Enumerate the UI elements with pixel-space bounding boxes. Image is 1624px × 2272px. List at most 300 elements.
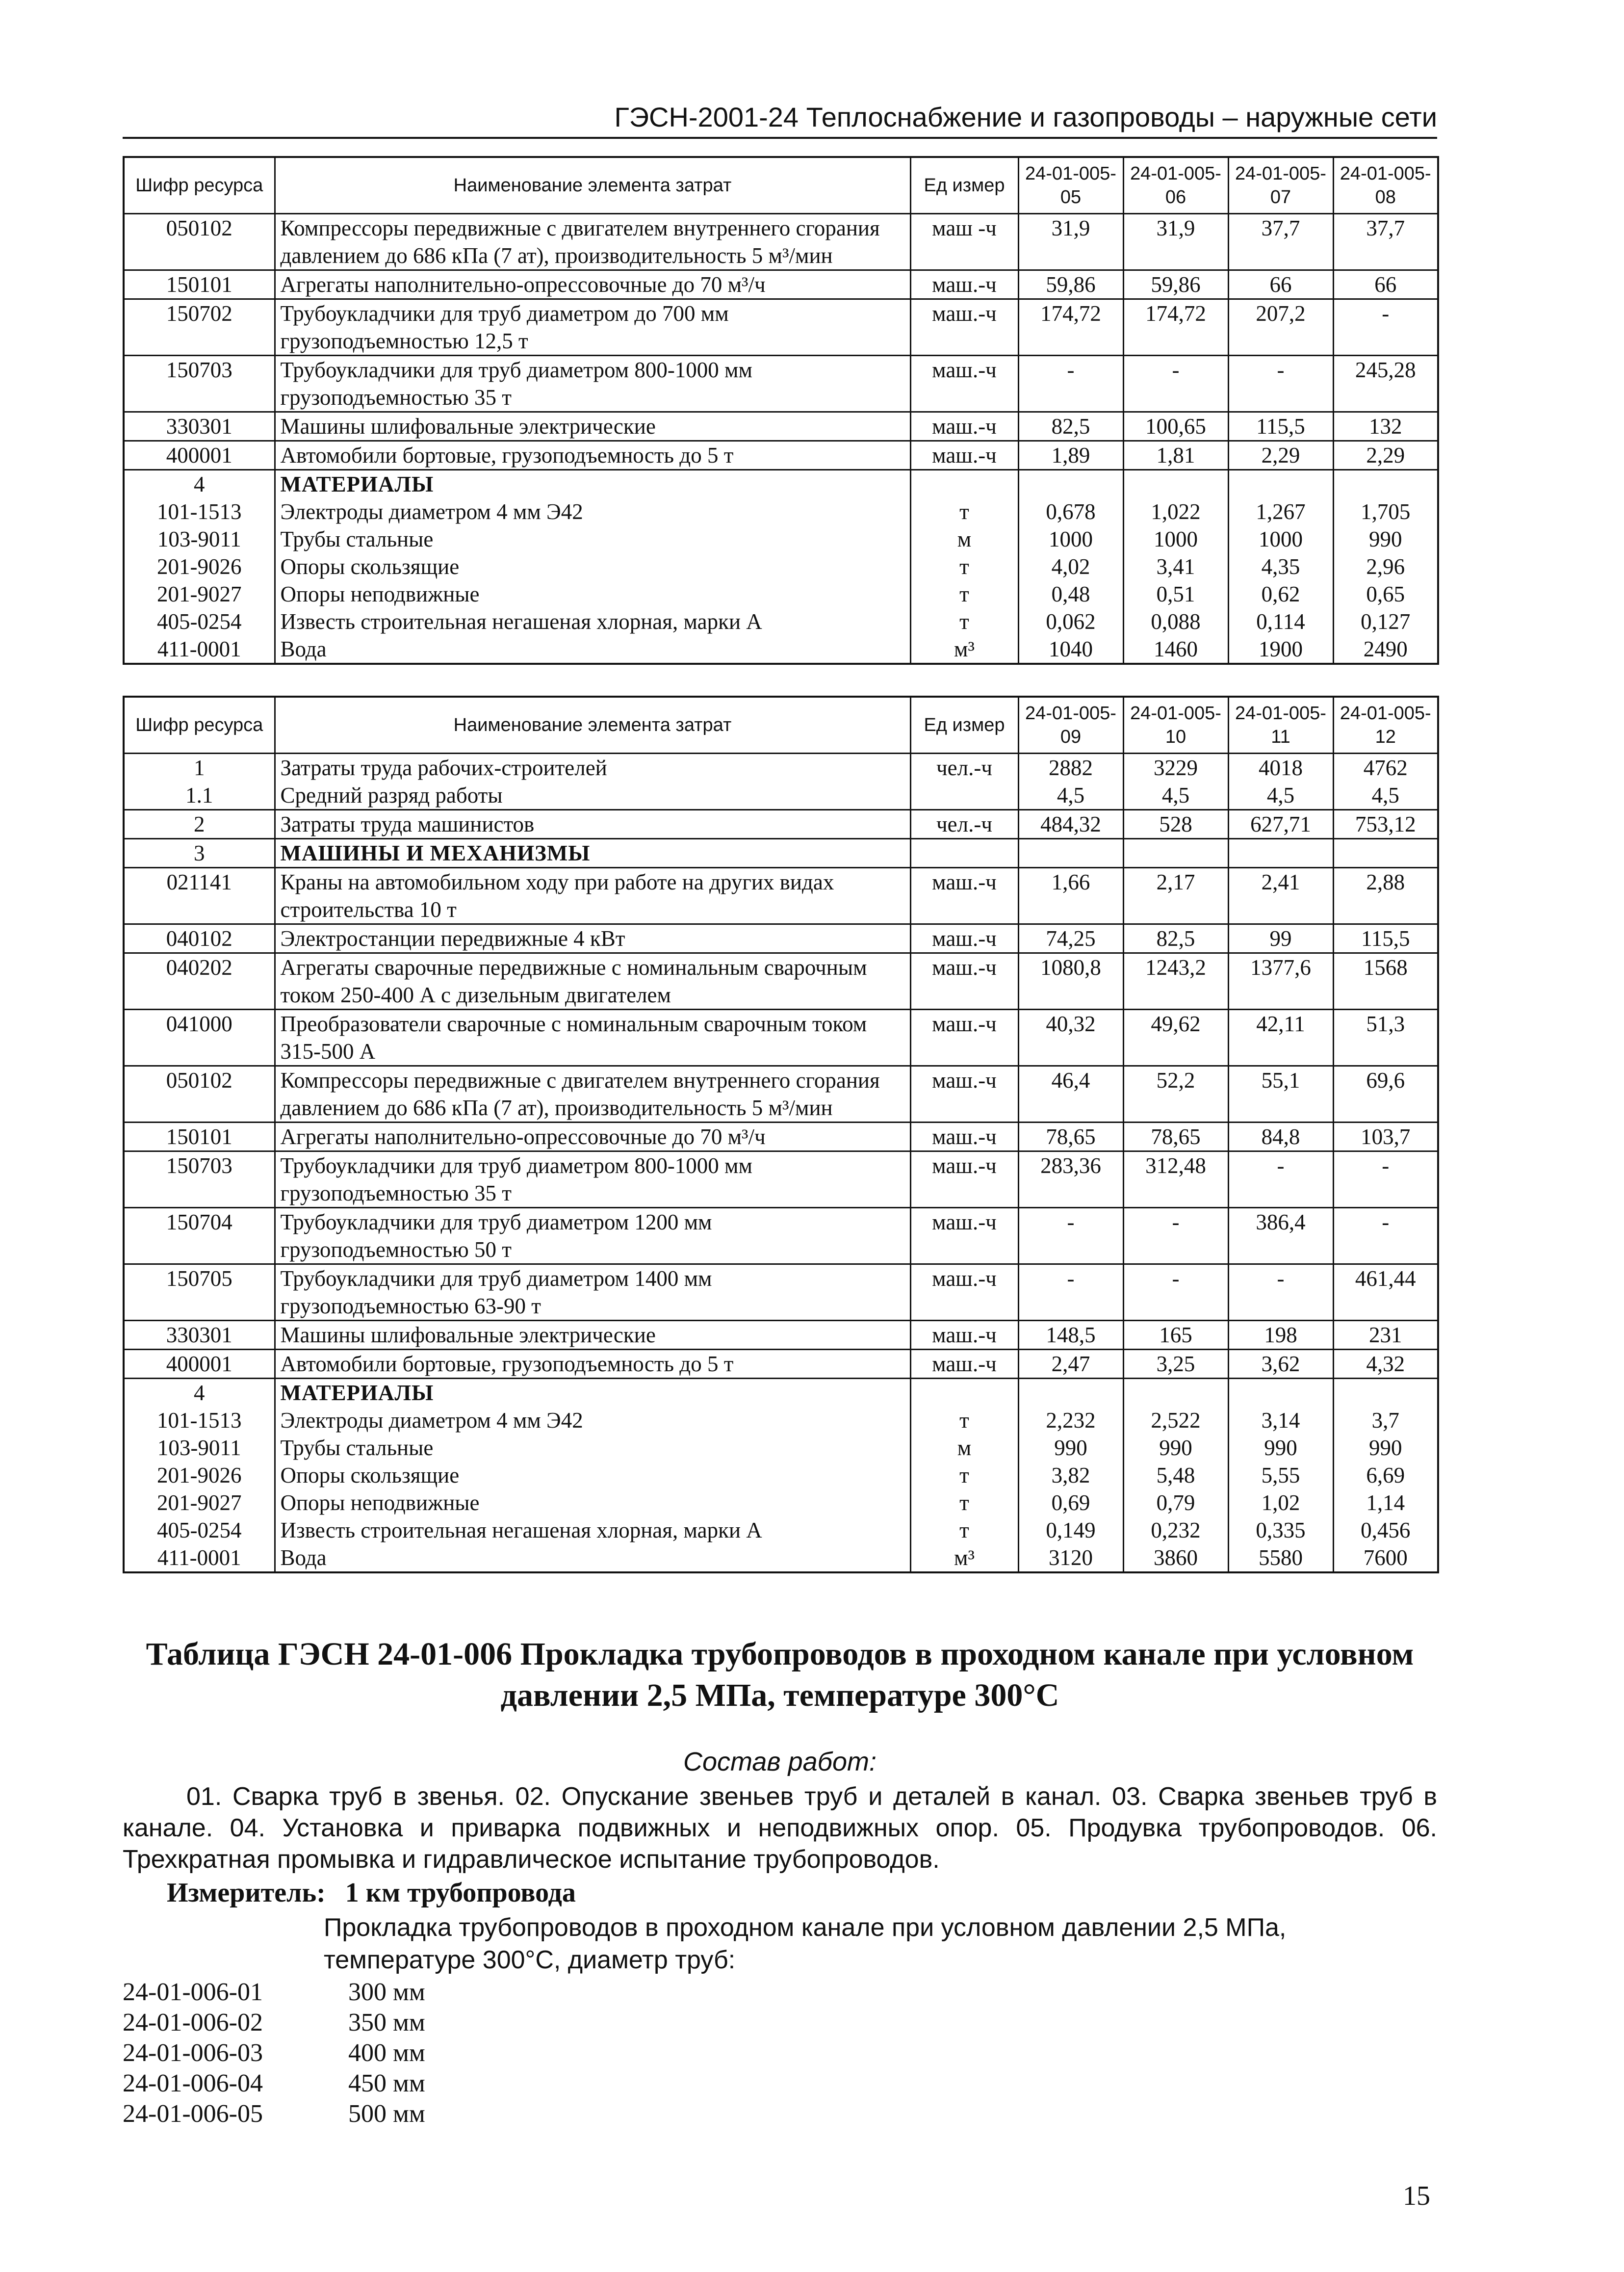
value: 78,65 [1018, 1123, 1123, 1151]
value: 37,7 [1333, 214, 1438, 270]
value: 2,47 [1018, 1350, 1123, 1379]
value [1123, 839, 1228, 868]
value: 231 [1333, 1321, 1438, 1350]
cost-element-name: Трубоукладчики для труб диаметром до 700 мм грузоподъемностью 12,5 т [275, 299, 910, 356]
cost-element-name: Затраты труда машинистов [275, 810, 910, 839]
unit: чел.-ч [910, 754, 1018, 782]
value: 82,5 [1018, 412, 1123, 441]
value [1333, 839, 1438, 868]
value: 5,55 [1228, 1462, 1333, 1489]
value: 1377,6 [1228, 953, 1333, 1010]
value: 3,14 [1228, 1407, 1333, 1434]
cost-element-name: Электростанции передвижные 4 кВт [275, 924, 910, 953]
page-number: 15 [1403, 2181, 1430, 2211]
column-header: Ед измер [910, 157, 1018, 214]
unit [910, 1379, 1018, 1407]
table-caption: Таблица ГЭСН 24-01-006 Прокладка трубопроводов в проходном канале при условном давлении 2,5 МПа, температуре 300°С [146, 1636, 1414, 1713]
item-code: 24-01-006-04 [123, 2069, 263, 2097]
table-row [124, 580, 1438, 608]
value: 753,12 [1333, 810, 1438, 839]
resource-code: 411-0001 [124, 1544, 275, 1572]
table-row [124, 1123, 1438, 1151]
value: 0,062 [1018, 608, 1123, 635]
table-row [124, 1010, 1438, 1066]
value: 115,5 [1228, 412, 1333, 441]
cost-element-name: Опоры неподвижные [275, 1489, 910, 1516]
value: 3120 [1018, 1544, 1123, 1572]
table-row [124, 270, 1438, 299]
value: 4,02 [1018, 553, 1123, 580]
cost-element-name: Вода [275, 635, 910, 664]
value: - [1333, 299, 1438, 356]
table-row [124, 782, 1438, 810]
value: 0,088 [1123, 608, 1228, 635]
cost-element-name: МАТЕРИАЛЫ [275, 470, 910, 498]
unit: т [910, 1489, 1018, 1516]
table-row [124, 754, 1438, 782]
item-codes-list [123, 1977, 425, 2129]
unit: т [910, 498, 1018, 525]
list-item [123, 2068, 425, 2099]
value: 100,65 [1123, 412, 1228, 441]
value: - [1123, 1264, 1228, 1321]
cost-element-name: МАШИНЫ И МЕХАНИЗМЫ [275, 839, 910, 868]
value: 990 [1228, 1434, 1333, 1462]
value: 55,1 [1228, 1066, 1333, 1123]
value: 1,81 [1123, 441, 1228, 470]
table-row [124, 470, 1438, 498]
value: 1,705 [1333, 498, 1438, 525]
value: 3,82 [1018, 1462, 1123, 1489]
unit: т [910, 580, 1018, 608]
value: 52,2 [1123, 1066, 1228, 1123]
value [1228, 1379, 1333, 1407]
unit: маш.-ч [910, 1066, 1018, 1123]
value: 31,9 [1018, 214, 1123, 270]
column-header: Шифр ресурса [124, 157, 275, 214]
list-item [123, 1977, 425, 2008]
item-diameter: 500 мм [348, 2100, 425, 2128]
table-row [124, 1462, 1438, 1489]
meter-value: 1 км трубопровода [345, 1878, 576, 1908]
value: 3,41 [1123, 553, 1228, 580]
value: 528 [1123, 810, 1228, 839]
value: 31,9 [1123, 214, 1228, 270]
table-row [124, 1489, 1438, 1516]
column-header: 24-01-005-08 [1333, 157, 1438, 214]
resource-code: 201-9026 [124, 1462, 275, 1489]
value: 312,48 [1123, 1151, 1228, 1208]
unit: маш.-ч [910, 924, 1018, 953]
value: 51,3 [1333, 1010, 1438, 1066]
value: 132 [1333, 412, 1438, 441]
unit: м [910, 1434, 1018, 1462]
value: 49,62 [1123, 1010, 1228, 1066]
unit: м [910, 525, 1018, 553]
value [1018, 1379, 1123, 1407]
value: 2,41 [1228, 868, 1333, 924]
value: 78,65 [1123, 1123, 1228, 1151]
cost-element-name: Краны на автомобильном ходу при работе на других видах строительства 10 т [275, 868, 910, 924]
value: 174,72 [1018, 299, 1123, 356]
value: 990 [1333, 525, 1438, 553]
unit: маш.-ч [910, 868, 1018, 924]
column-header: 24-01-005-06 [1123, 157, 1228, 214]
value: 115,5 [1333, 924, 1438, 953]
column-header: Ед измер [910, 697, 1018, 754]
cost-element-name: МАТЕРИАЛЫ [275, 1379, 910, 1407]
unit: т [910, 1407, 1018, 1434]
value: 0,127 [1333, 608, 1438, 635]
unit: м³ [910, 635, 1018, 664]
resource-code: 150704 [124, 1208, 275, 1264]
resource-code: 411-0001 [124, 635, 275, 664]
value: 4,5 [1228, 782, 1333, 810]
unit: маш.-ч [910, 953, 1018, 1010]
list-item [123, 2038, 425, 2068]
table-row [124, 1516, 1438, 1544]
value: 3,25 [1123, 1350, 1228, 1379]
value: 3,62 [1228, 1350, 1333, 1379]
resource-code: 150101 [124, 1123, 275, 1151]
column-header: 24-01-005-05 [1018, 157, 1123, 214]
unit: маш.-ч [910, 1010, 1018, 1066]
value: 0,69 [1018, 1489, 1123, 1516]
value: 990 [1333, 1434, 1438, 1462]
resource-code: 330301 [124, 412, 275, 441]
column-header: 24-01-005-07 [1228, 157, 1333, 214]
value: 66 [1228, 270, 1333, 299]
cost-element-name: Компрессоры передвижные с двигателем внутреннего сгорания давлением до 686 кПа (7 ат), производительность 5 м³/мин [275, 214, 910, 270]
value: 1,89 [1018, 441, 1123, 470]
value: 1460 [1123, 635, 1228, 664]
unit: т [910, 608, 1018, 635]
resource-code: 150705 [124, 1264, 275, 1321]
meter-line [167, 1877, 576, 1908]
value: 484,32 [1018, 810, 1123, 839]
value: 1040 [1018, 635, 1123, 664]
resource-code: 050102 [124, 1066, 275, 1123]
value: 6,69 [1333, 1462, 1438, 1489]
value: 245,28 [1333, 356, 1438, 412]
resource-code: 040202 [124, 953, 275, 1010]
value: - [1018, 356, 1123, 412]
table-row [124, 1544, 1438, 1572]
value: 0,79 [1123, 1489, 1228, 1516]
resource-code: 330301 [124, 1321, 275, 1350]
unit: маш.-ч [910, 356, 1018, 412]
value: 0,456 [1333, 1516, 1438, 1544]
table-row [124, 1264, 1438, 1321]
unit: маш.-ч [910, 1350, 1018, 1379]
resource-code: 405-0254 [124, 608, 275, 635]
value: 174,72 [1123, 299, 1228, 356]
cost-element-name: Опоры скользящие [275, 1462, 910, 1489]
value: 1243,2 [1123, 953, 1228, 1010]
unit: маш.-ч [910, 1321, 1018, 1350]
value: 2,88 [1333, 868, 1438, 924]
table-row [124, 953, 1438, 1010]
item-code: 24-01-006-03 [123, 2039, 263, 2067]
column-header: 24-01-005-10 [1123, 697, 1228, 754]
value: 0,62 [1228, 580, 1333, 608]
value: 4,5 [1333, 782, 1438, 810]
resource-code: 150101 [124, 270, 275, 299]
cost-element-name: Трубы стальные [275, 525, 910, 553]
cost-element-name: Агрегаты наполнительно-опрессовочные до 70 м³/ч [275, 270, 910, 299]
item-diameter: 450 мм [348, 2069, 425, 2097]
value: 2,232 [1018, 1407, 1123, 1434]
value: 1000 [1228, 525, 1333, 553]
resource-code: 150703 [124, 1151, 275, 1208]
item-diameter: 300 мм [348, 1978, 425, 2006]
value: 0,51 [1123, 580, 1228, 608]
table-row [124, 1321, 1438, 1350]
resource-code: 2 [124, 810, 275, 839]
resource-code: 150702 [124, 299, 275, 356]
value: 4,5 [1123, 782, 1228, 810]
resource-code: 040102 [124, 924, 275, 953]
table-row [124, 839, 1438, 868]
unit: маш.-ч [910, 441, 1018, 470]
unit: маш.-ч [910, 299, 1018, 356]
table-row [124, 525, 1438, 553]
value: 5,48 [1123, 1462, 1228, 1489]
works-composition-label: Состав работ: [683, 1747, 877, 1776]
table-row [124, 1379, 1438, 1407]
cost-element-name: Электроды диаметром 4 мм Э42 [275, 1407, 910, 1434]
cost-element-name: Трубоукладчики для труб диаметром 800-1000 мм грузоподъемностью 35 т [275, 1151, 910, 1208]
unit: маш.-ч [910, 1264, 1018, 1321]
value: 4018 [1228, 754, 1333, 782]
unit [910, 839, 1018, 868]
table-row [124, 299, 1438, 356]
value: 4762 [1333, 754, 1438, 782]
value [1228, 470, 1333, 498]
resource-code: 1.1 [124, 782, 275, 810]
value: 165 [1123, 1321, 1228, 1350]
cost-element-name: Затраты труда рабочих-строителей [275, 754, 910, 782]
value: 0,149 [1018, 1516, 1123, 1544]
resource-code: 400001 [124, 441, 275, 470]
cost-element-name: Трубоукладчики для труб диаметром 1200 мм грузоподъемностью 50 т [275, 1208, 910, 1264]
value: 0,232 [1123, 1516, 1228, 1544]
table-row [124, 498, 1438, 525]
value: 7600 [1333, 1544, 1438, 1572]
table-row [124, 441, 1438, 470]
value: 1000 [1123, 525, 1228, 553]
resource-code: 150703 [124, 356, 275, 412]
value [1123, 470, 1228, 498]
item-code: 24-01-006-02 [123, 2009, 263, 2037]
unit: маш.-ч [910, 1123, 1018, 1151]
value: 0,114 [1228, 608, 1333, 635]
unit: маш.-ч [910, 412, 1018, 441]
cost-element-name: Агрегаты сварочные передвижные с номинальным сварочным током 250-400 А с дизельным двигателем [275, 953, 910, 1010]
value: 74,25 [1018, 924, 1123, 953]
value: 283,36 [1018, 1151, 1123, 1208]
value: 42,11 [1228, 1010, 1333, 1066]
value: 4,32 [1333, 1350, 1438, 1379]
value: - [1228, 1151, 1333, 1208]
cost-element-name: Опоры неподвижные [275, 580, 910, 608]
value: - [1228, 1264, 1333, 1321]
table-row [124, 1066, 1438, 1123]
table-row [124, 810, 1438, 839]
running-header: ГЭСН-2001-24 Теплоснабжение и газопроводы – наружные сети [123, 101, 1437, 139]
resource-code: 101-1513 [124, 1407, 275, 1434]
value: 3,7 [1333, 1407, 1438, 1434]
resource-code: 1 [124, 754, 275, 782]
value: 461,44 [1333, 1264, 1438, 1321]
value: 198 [1228, 1321, 1333, 1350]
table-row [124, 1434, 1438, 1462]
cost-element-name: Машины шлифовальные электрические [275, 412, 910, 441]
resource-code: 405-0254 [124, 1516, 275, 1544]
unit: маш.-ч [910, 1208, 1018, 1264]
unit: маш -ч [910, 214, 1018, 270]
table-row [124, 924, 1438, 953]
value: - [1018, 1208, 1123, 1264]
column-header: Наименование элемента затрат [275, 157, 910, 214]
list-item [123, 2099, 425, 2129]
item-code: 24-01-006-05 [123, 2100, 263, 2128]
value: 0,65 [1333, 580, 1438, 608]
column-header: Шифр ресурса [124, 697, 275, 754]
column-header: 24-01-005-12 [1333, 697, 1438, 754]
resource-code: 3 [124, 839, 275, 868]
resource-table-005-05-08 [123, 156, 1439, 665]
value: 2,522 [1123, 1407, 1228, 1434]
value: 2490 [1333, 635, 1438, 664]
table-row [124, 1407, 1438, 1434]
cost-element-name: Электроды диаметром 4 мм Э42 [275, 498, 910, 525]
item-code: 24-01-006-01 [123, 1978, 263, 2006]
value: - [1333, 1151, 1438, 1208]
value: 1,267 [1228, 498, 1333, 525]
value: 4,5 [1018, 782, 1123, 810]
cost-element-name: Автомобили бортовые, грузоподъемность до 5 т [275, 441, 910, 470]
table-row [124, 356, 1438, 412]
value: 84,8 [1228, 1123, 1333, 1151]
resource-code: 103-9011 [124, 525, 275, 553]
value: 1,14 [1333, 1489, 1438, 1516]
unit [910, 782, 1018, 810]
value [1333, 1379, 1438, 1407]
cost-element-name: Трубы стальные [275, 1434, 910, 1462]
resource-code: 050102 [124, 214, 275, 270]
cost-element-name: Опоры скользящие [275, 553, 910, 580]
resource-code: 4 [124, 470, 275, 498]
table-header-row [124, 697, 1438, 754]
unit: т [910, 553, 1018, 580]
value [1333, 470, 1438, 498]
value: 1,022 [1123, 498, 1228, 525]
value: 46,4 [1018, 1066, 1123, 1123]
value: 1000 [1018, 525, 1123, 553]
list-item [123, 2008, 425, 2038]
table-row [124, 868, 1438, 924]
unit: маш.-ч [910, 270, 1018, 299]
value [1123, 1379, 1228, 1407]
value: 990 [1018, 1434, 1123, 1462]
unit: маш.-ч [910, 1151, 1018, 1208]
cost-element-name: Компрессоры передвижные с двигателем внутреннего сгорания давлением до 686 кПа (7 ат), производительность 5 м³/мин [275, 1066, 910, 1123]
cost-element-name: Агрегаты наполнительно-опрессовочные до 70 м³/ч [275, 1123, 910, 1151]
resource-code: 4 [124, 1379, 275, 1407]
resource-code: 201-9027 [124, 580, 275, 608]
value: 2,96 [1333, 553, 1438, 580]
value: - [1333, 1208, 1438, 1264]
works-list: 01. Сварка труб в звенья. 02. Опускание звеньев труб и деталей в канал. 03. Сварка звеньев труб в канале. 04. Установка и приварка подвижных и неподвижных опор. 05. Продувка трубопроводов. 06. Трехкратная промывка и гидравлическое испытание трубопроводов. [123, 1782, 1437, 1874]
value: 66 [1333, 270, 1438, 299]
table-row [124, 608, 1438, 635]
cost-element-name: Средний разряд работы [275, 782, 910, 810]
cost-element-name: Автомобили бортовые, грузоподъемность до 5 т [275, 1350, 910, 1379]
item-diameter: 400 мм [348, 2039, 425, 2067]
value: 5580 [1228, 1544, 1333, 1572]
value: 82,5 [1123, 924, 1228, 953]
value: 3860 [1123, 1544, 1228, 1572]
resource-code: 101-1513 [124, 498, 275, 525]
value: 2,17 [1123, 868, 1228, 924]
table-row [124, 214, 1438, 270]
unit: чел.-ч [910, 810, 1018, 839]
value: 1,66 [1018, 868, 1123, 924]
value: 40,32 [1018, 1010, 1123, 1066]
value: - [1123, 356, 1228, 412]
table-row [124, 1151, 1438, 1208]
value: 59,86 [1123, 270, 1228, 299]
cost-element-name: Известь строительная негашеная хлорная, марки А [275, 1516, 910, 1544]
unit: т [910, 1516, 1018, 1544]
cost-element-name: Известь строительная негашеная хлорная, марки А [275, 608, 910, 635]
cost-element-name: Трубоукладчики для труб диаметром 800-1000 мм грузоподъемностью 35 т [275, 356, 910, 412]
value: 1080,8 [1018, 953, 1123, 1010]
value: 2,29 [1228, 441, 1333, 470]
column-header: 24-01-005-09 [1018, 697, 1123, 754]
value: 4,35 [1228, 553, 1333, 580]
value: 103,7 [1333, 1123, 1438, 1151]
value: - [1018, 1264, 1123, 1321]
column-header: 24-01-005-11 [1228, 697, 1333, 754]
value: 3229 [1123, 754, 1228, 782]
value: 99 [1228, 924, 1333, 953]
item-description: Прокладка трубопроводов в проходном канале при условном давлении 2,5 МПа, температуре 300°С, диаметр труб: [324, 1913, 1287, 1974]
value: - [1123, 1208, 1228, 1264]
value: 1,02 [1228, 1489, 1333, 1516]
value: 0,678 [1018, 498, 1123, 525]
value: 0,48 [1018, 580, 1123, 608]
item-diameter: 350 мм [348, 2009, 425, 2037]
unit: т [910, 1462, 1018, 1489]
resource-code: 041000 [124, 1010, 275, 1066]
value: 1900 [1228, 635, 1333, 664]
resource-code: 400001 [124, 1350, 275, 1379]
value [1018, 839, 1123, 868]
value: 1568 [1333, 953, 1438, 1010]
value: 37,7 [1228, 214, 1333, 270]
value [1228, 839, 1333, 868]
resource-code: 103-9011 [124, 1434, 275, 1462]
cost-element-name: Трубоукладчики для труб диаметром 1400 мм грузоподъемностью 63-90 т [275, 1264, 910, 1321]
table-row [124, 1208, 1438, 1264]
resource-code: 201-9027 [124, 1489, 275, 1516]
value: 148,5 [1018, 1321, 1123, 1350]
value: 386,4 [1228, 1208, 1333, 1264]
value: 59,86 [1018, 270, 1123, 299]
value: 2,29 [1333, 441, 1438, 470]
